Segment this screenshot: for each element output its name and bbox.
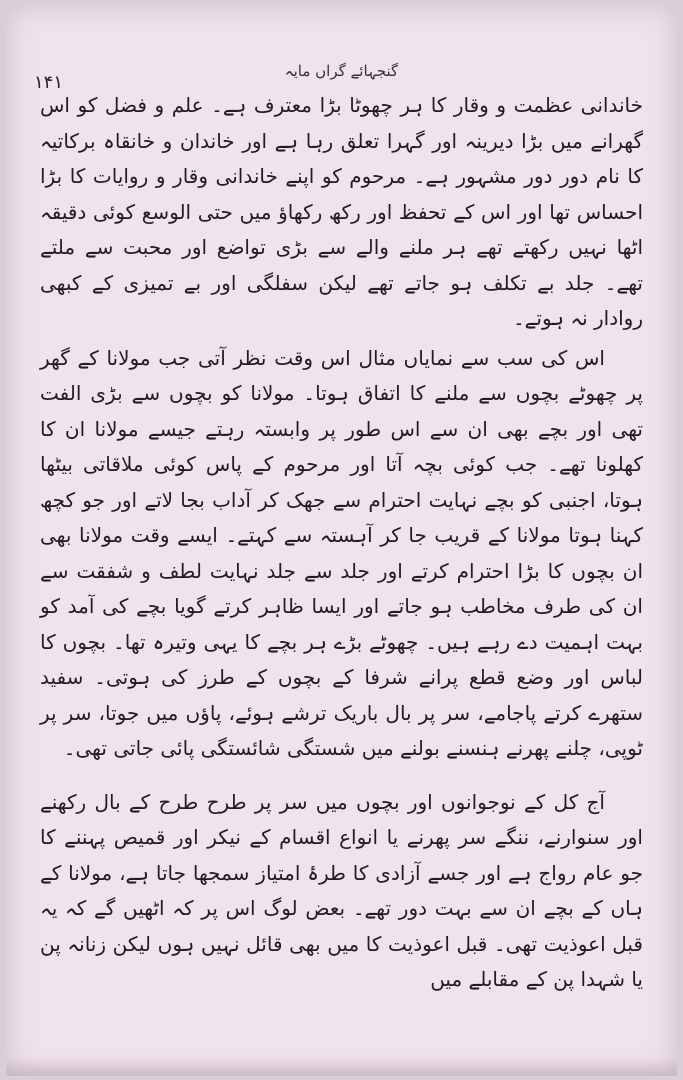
running-head: گنجہائے گراں مایہ [284,62,399,80]
paragraph: اس کی سب سے نمایاں مثال اس وقت نظر آتی جب مولانا کے گھر پر چھوٹے بچوں سے ملنے کا اتفاق ہوتا۔ مولانا کو بچوں سے بڑی الفت تھی اور بچے بھی ان سے اس طور پر وابستہ رہتے جیسے مولانا ان کا کھلونا تھے۔ جب کوئی بچہ آتا اور مرحوم کے پاس کوئی ملاقاتی بیٹھا ہوتا، اجنبی کو بچے نہایت احترام سے جھک کر آداب بجا لاتے اور جو کچھ کہنا ہوتا مولانا کے قریب جا کر آہستہ سے کہتے۔ ایسے وقت مولانا بھی ان بچوں کا بڑا احترام کرتے اور جلد سے جلد نہایت لطف و شفقت سے ان کی طرف مخاطب ہو جاتے اور ایسا ظاہر کرتے گویا بچے کی آمد کو بہت اہمیت دے رہے ہیں۔ چھوٹے بڑے ہر بچے کا یہی وتیرہ تھا۔ بچوں کا لباس اور وضع قطع پرانے شرفا کے بچوں کے طرز کی ہوتی۔ سفید ستھرے کرتے پاجامے، سر پر بال باریک ترشے ہوئے، پاؤں میں جوتا، سر پر ٹوپی، چلنے پھرنے ہنسنے بولنے میں شستگی شائستگی پائی جاتی تھی۔ [40,345,643,760]
book-page [6,4,677,1076]
paragraph: آج کل کے نوجوانوں اور بچوں میں سر پر طرح طرح کے بال رکھنے اور سنوارنے، ننگے سر پھرنے یا انواع اقسام کے نیکر اور قمیص پہننے کا جو عام رواج ہے اور جسے آزادی کا طرۂ امتیاز سمجھا جاتا ہے، مولانا کے ہاں کے بچے ان سے بہت دور تھے۔ بعض لوگ اس پر کہ اٹھیں گے کہ یہ قبل اعوذیت تھی۔ قبل اعوذیت کا میں بھی قائل نہیں ہوں لیکن زنانہ پن یا شہدا پن کے مقابلے میں [40,789,643,991]
paragraph: خاندانی عظمت و وقار کا ہر چھوٹا بڑا معترف ہے۔ علم و فضل کو اس گھرانے میں بڑا دیرینہ اور گہرا تعلق رہا ہے اور خاندان و خانقاہ برکاتیہ کا نام دور دور مشہور ہے۔ مرحوم کو اپنے خاندانی وقار و روایات کا بڑا احساس تھا اور اس کے تحفظ اور رکھ رکھاؤ میں حتی الوسع کوئی دقیقہ اٹھا نہیں رکھتے تھے ہر ملنے والے سے بڑی تواضع اور محبت سے ملتے تھے۔ جلد بے تکلف ہو جاتے تھے لیکن سفلگی اور بے تمیزی کے کبھی روادار نہ ہوتے۔ [40,93,643,330]
body-text [40,88,643,998]
page-bottom-shadow [6,1058,677,1076]
page-number: ۱۴۱ [34,72,64,93]
